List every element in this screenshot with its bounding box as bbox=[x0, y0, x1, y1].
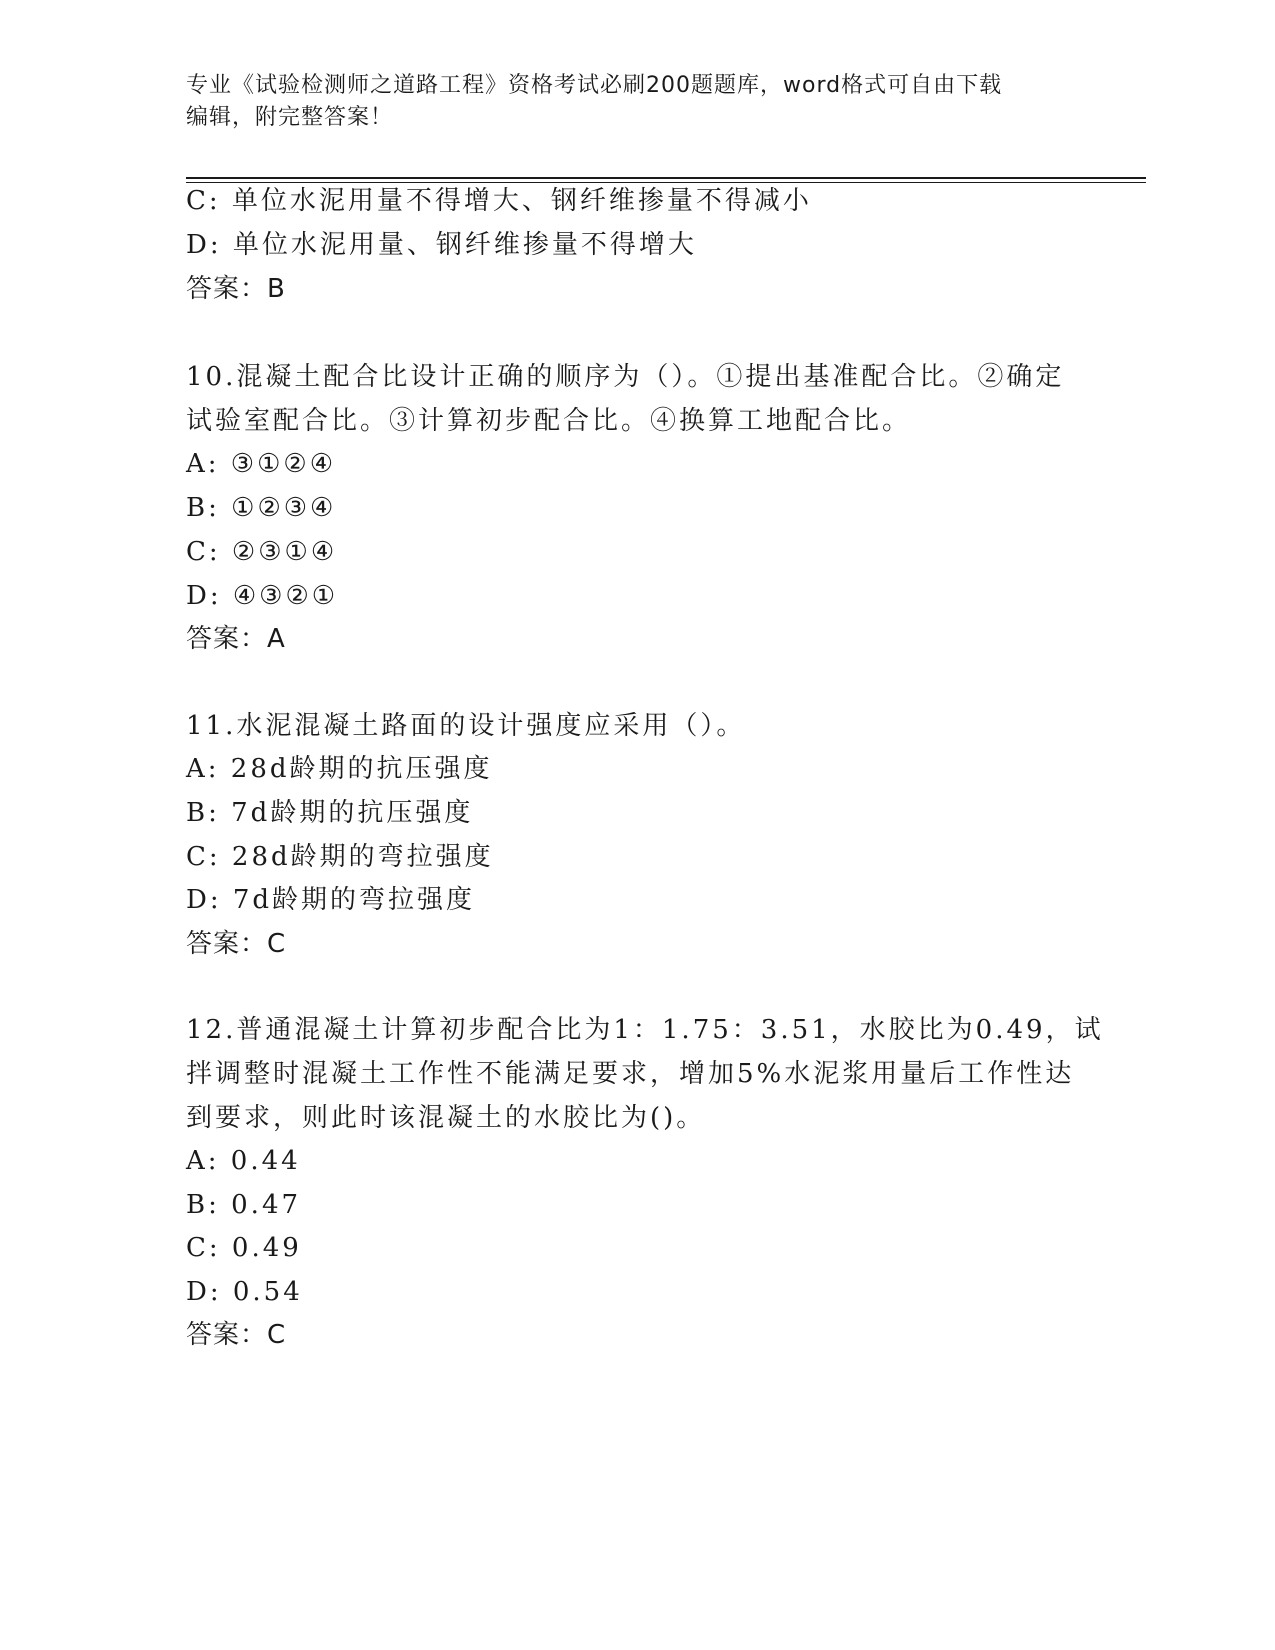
header-divider-thick bbox=[186, 177, 1146, 179]
header-title-line-1: 专业《试验检测师之道路工程》资格考试必刷200题题库，word格式可自由下载 bbox=[186, 73, 1003, 98]
q12-option-d: D: 0.54 bbox=[186, 1277, 303, 1307]
document-header bbox=[186, 70, 1086, 134]
q10-stem-line-2: 试验室配合比。③计算初步配合比。④换算工地配合比。 bbox=[186, 406, 912, 436]
q9-option-d: D: 单位水泥用量、钢纤维掺量不得增大 bbox=[186, 230, 697, 260]
q10-option-a: A: ③①②④ bbox=[186, 449, 337, 479]
q12-stem-line-3: 到要求，则此时该混凝土的水胶比为()。 bbox=[186, 1103, 706, 1133]
q11-option-b: B: 7d龄期的抗压强度 bbox=[186, 798, 474, 828]
q12-option-c: C: 0.49 bbox=[186, 1233, 302, 1263]
header-title-line-2: 编辑，附完整答案！ bbox=[186, 105, 394, 130]
q10-stem-line-1: 10.混凝土配合比设计正确的顺序为（）。①提出基准配合比。②确定 bbox=[186, 362, 1065, 392]
q12-stem-line-1: 12.普通混凝土计算初步配合比为1：1.75：3.51，水胶比为0.49，试 bbox=[186, 1015, 1104, 1045]
q11-option-c: C: 28d龄期的弯拉强度 bbox=[186, 842, 494, 872]
q11-answer: 答案：C bbox=[186, 929, 287, 959]
q9-answer: 答案：B bbox=[186, 274, 286, 304]
q11-stem-line-1: 11.水泥混凝土路面的设计强度应采用（）。 bbox=[186, 711, 746, 741]
q12-option-b: B: 0.47 bbox=[186, 1190, 302, 1220]
q10-option-c: C: ②③①④ bbox=[186, 537, 338, 567]
q10-option-b: B: ①②③④ bbox=[186, 493, 337, 523]
q11-option-a: A: 28d龄期的抗压强度 bbox=[186, 754, 493, 784]
q10-answer: 答案：A bbox=[186, 624, 286, 654]
q12-stem-line-2: 拌调整时混凝土工作性不能满足要求，增加5%水泥浆用量后工作性达 bbox=[186, 1059, 1075, 1089]
q12-answer: 答案：C bbox=[186, 1320, 287, 1350]
q9-option-c: C: 单位水泥用量不得增大、钢纤维掺量不得减小 bbox=[186, 186, 812, 216]
q12-option-a: A: 0.44 bbox=[186, 1146, 301, 1176]
q11-option-d: D: 7d龄期的弯拉强度 bbox=[186, 885, 476, 915]
header-divider-thin bbox=[186, 182, 1146, 183]
q10-option-d: D: ④③②① bbox=[186, 581, 339, 611]
